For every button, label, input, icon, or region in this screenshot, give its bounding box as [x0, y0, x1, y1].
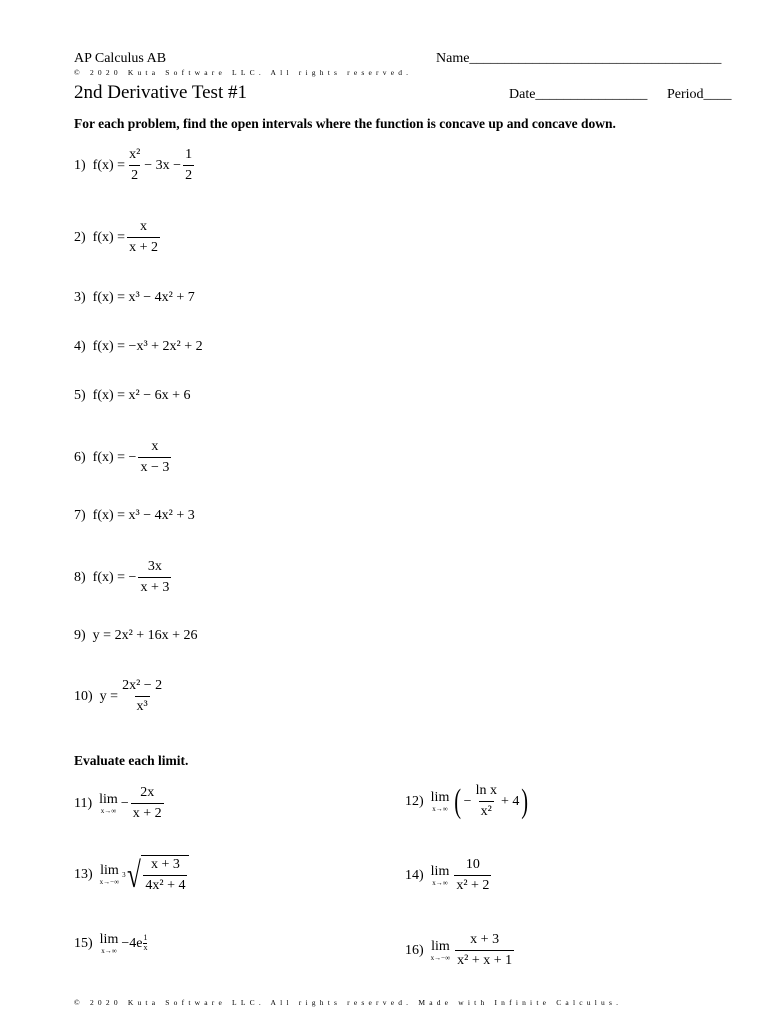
problem-number: 7) [74, 508, 86, 523]
problem-number: 9) [74, 628, 86, 643]
problem-3 [74, 290, 195, 306]
denominator: x² + 2 [454, 875, 491, 894]
problem-11 [74, 785, 166, 822]
close-paren: ) [521, 782, 529, 820]
limit-label: lim [430, 864, 450, 879]
problem-number: 14) [405, 867, 424, 883]
problem-15 [74, 932, 147, 955]
limit-approach: x→∞ [100, 807, 117, 815]
fraction [127, 147, 142, 184]
limit-label: lim [99, 792, 118, 807]
numerator: x² [129, 147, 141, 162]
problem-number: 8) [74, 569, 86, 585]
date-field[interactable]: Date________________ [509, 87, 648, 102]
problem-10 [74, 678, 166, 715]
numerator: 3x [147, 559, 162, 574]
copyright-bottom: © 2020 Kuta Software LLC. All rights reserved. Made with Infinite Calculus. [74, 998, 623, 1007]
problem-number: 3) [74, 290, 86, 305]
limit-operator [99, 792, 118, 815]
function-lhs: f(x) = [92, 157, 126, 173]
problem-5 [74, 388, 191, 404]
denominator: x + 2 [127, 237, 160, 256]
limit-operator [431, 864, 450, 887]
problem-number: 6) [74, 449, 86, 465]
problem-14 [405, 857, 493, 894]
function-expression: y = 2x² + 16x + 26 [92, 628, 198, 643]
open-paren: ( [454, 782, 462, 820]
sign: − [463, 793, 472, 809]
numerator: 10 [465, 857, 480, 872]
limits-instructions: Evaluate each limit. [74, 753, 189, 768]
problem-number: 1) [74, 157, 86, 173]
numerator: 2x² − 2 [122, 678, 163, 693]
fraction [474, 783, 499, 820]
function-expression: f(x) = −x³ + 2x² + 2 [92, 339, 203, 354]
fraction [127, 219, 160, 256]
problem-number: 5) [74, 388, 86, 403]
limit-operator [100, 932, 119, 955]
fraction [131, 785, 164, 822]
sign: − [120, 795, 129, 811]
function-expression: f(x) = x³ − 4x² + 3 [92, 508, 195, 523]
radical-icon: √ [126, 854, 141, 895]
limit-operator [431, 790, 450, 813]
numerator: 2x [140, 785, 155, 800]
problem-2 [74, 219, 162, 256]
problem-number: 4) [74, 339, 86, 354]
exponent-fraction [143, 934, 147, 953]
denominator: 2 [183, 165, 194, 184]
limit-approach: x→−∞ [99, 878, 120, 886]
course-name: AP Calculus AB [74, 51, 167, 66]
base-term: −4e [121, 935, 143, 951]
fraction [455, 932, 514, 969]
limit-label: lim [99, 932, 119, 947]
function-lhs: f(x) = − [92, 449, 137, 465]
function-expression: f(x) = x³ − 4x² + 7 [92, 290, 195, 305]
denominator: x² [479, 801, 494, 820]
denominator: 2 [129, 165, 140, 184]
radicand [141, 855, 189, 894]
exponent-numerator: 1 [143, 933, 148, 943]
function-lhs: f(x) = [92, 229, 126, 245]
limit-approach: x→∞ [432, 805, 448, 813]
limit-operator [431, 939, 450, 962]
limit-label: lim [431, 939, 450, 954]
fraction [120, 678, 164, 715]
middle-term: − 3x − [144, 157, 182, 173]
limit-approach: x→−∞ [430, 954, 451, 962]
numerator: x [140, 219, 148, 234]
problem-12 [405, 783, 531, 820]
numerator: x + 3 [470, 932, 500, 947]
numerator: 1 [185, 147, 193, 162]
copyright-top: © 2020 Kuta Software LLC. All rights reserved. [74, 68, 413, 77]
concavity-instructions: For each problem, find the open intervals where the function is concave up and concave down. [74, 116, 616, 131]
exponent-denominator: x [143, 943, 148, 952]
name-field[interactable]: Name____________________________________ [436, 51, 722, 66]
worksheet-title: 2nd Derivative Test #1 [74, 82, 247, 103]
problem-7 [74, 508, 195, 524]
radical-index: 3 [122, 870, 126, 879]
problem-1 [74, 147, 196, 184]
denominator: x + 3 [138, 577, 171, 596]
fraction [138, 439, 171, 476]
denominator: 4x² + 4 [143, 875, 187, 894]
problem-number: 15) [74, 935, 93, 951]
limit-operator [100, 863, 119, 886]
fraction [143, 857, 187, 894]
problem-number: 16) [405, 942, 424, 958]
tail-term: + 4 [500, 793, 520, 809]
problem-13 [74, 855, 189, 894]
problem-8 [74, 559, 173, 596]
problem-4 [74, 339, 203, 355]
limit-label: lim [430, 790, 450, 805]
problem-number: 13) [74, 866, 93, 882]
problem-16 [405, 932, 516, 969]
function-lhs: f(x) = − [92, 569, 137, 585]
fraction [138, 559, 171, 596]
limit-approach: x→∞ [432, 879, 448, 887]
problem-number: 12) [405, 793, 424, 809]
fraction [183, 147, 194, 184]
denominator: x − 3 [138, 457, 171, 476]
problem-9 [74, 628, 198, 644]
problem-number: 2) [74, 229, 86, 245]
numerator: x [151, 439, 159, 454]
problem-number: 10) [74, 688, 93, 704]
numerator: x + 3 [150, 857, 180, 872]
period-field[interactable]: Period____ [667, 87, 732, 102]
function-lhs: y = [99, 688, 119, 704]
limit-approach: x→∞ [101, 947, 117, 955]
denominator: x² + x + 1 [455, 950, 514, 969]
numerator: ln x [475, 783, 497, 798]
problem-number: 11) [74, 795, 93, 811]
problem-6 [74, 439, 173, 476]
function-expression: f(x) = x² − 6x + 6 [92, 388, 191, 403]
fraction [454, 857, 491, 894]
denominator: x³ [135, 696, 150, 715]
limit-label: lim [100, 863, 119, 878]
denominator: x + 2 [131, 803, 164, 822]
